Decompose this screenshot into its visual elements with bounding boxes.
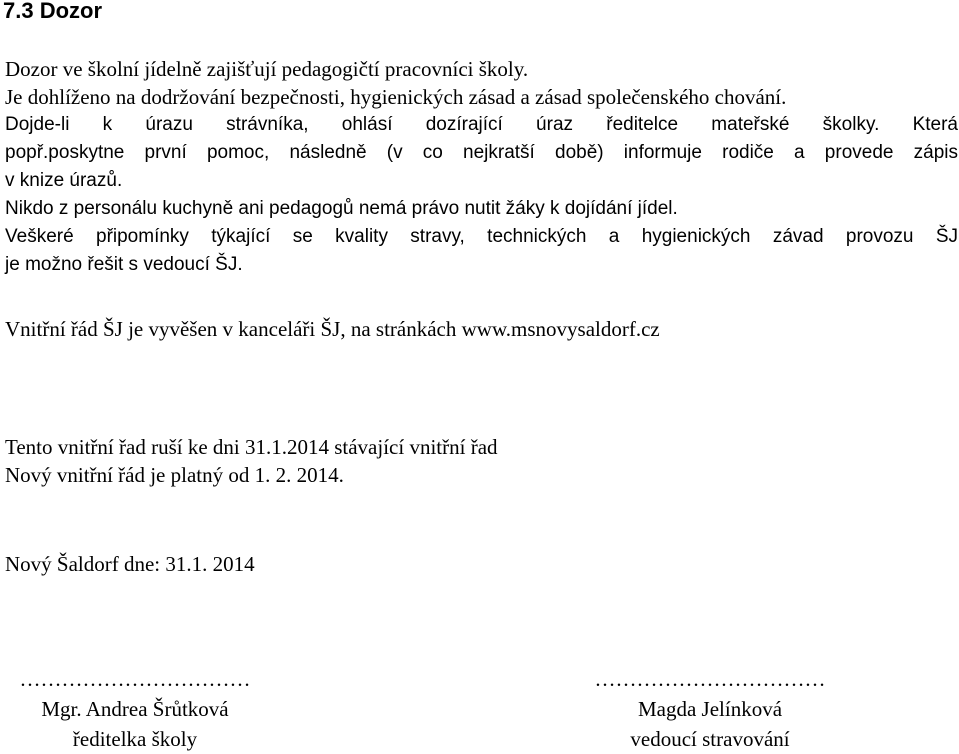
validity-line-2: Nový vnitřní řád je platný od 1. 2. 2014. <box>5 463 344 487</box>
text-line-7: Veškeré připomínky týkající se kvality stravy, technických a hygienických závad provozu ŠJ <box>5 226 958 247</box>
rules-location-text: Vnitřní řád ŠJ je vyvěšen v kanceláři ŠJ, na stránkách www.msnovysaldorf.cz <box>5 317 660 341</box>
validity-block <box>5 433 958 489</box>
text-line-6: Nikdo z personálu kuchyně ani pedagogů nemá právo nutit žáky k dojídání jídel. <box>5 198 678 219</box>
signatory-name-right: Magda Jelínková <box>637 697 783 721</box>
place-date <box>5 550 958 578</box>
text-line-3: Dojde-li k úrazu strávníka, ohlásí dozírající úraz ředitelce mateřské školky. Která <box>5 114 958 135</box>
text-line-5: v knize úrazů. <box>5 170 123 191</box>
text-line-1: Dozor ve školní jídelně zajišťují pedagogičtí pracovníci školy. <box>5 57 529 81</box>
signatory-role-right: vedoucí stravování <box>630 727 790 751</box>
signature-left <box>10 664 260 754</box>
rules-location <box>5 315 958 343</box>
signatory-role-left: ředitelka školy <box>72 727 198 751</box>
main-paragraph <box>5 55 958 279</box>
signatory-name-left: Mgr. Andrea Šrůtková <box>41 697 229 721</box>
place-date-text: Nový Šaldorf dne: 31.1. 2014 <box>5 552 255 576</box>
text-line-8: je možno řešit s vedoucí ŠJ. <box>5 254 243 275</box>
signature-line-right: …………………………… <box>594 667 826 691</box>
validity-line-1: Tento vnitřní řad ruší ke dni 31.1.2014 stávající vnitřní řad <box>5 435 498 459</box>
text-line-4: popř.poskytne první pomoc, následně (v co nejkratší době) informuje rodiče a provede zápis <box>5 142 958 163</box>
section-heading: 7.3 Dozor <box>3 0 103 23</box>
signature-line-left: …………………………… <box>19 667 251 691</box>
signature-right <box>580 664 840 754</box>
text-line-2: Je dohlíženo na dodržování bezpečnosti, hygienických zásad a zásad společenského chování. <box>5 85 787 109</box>
